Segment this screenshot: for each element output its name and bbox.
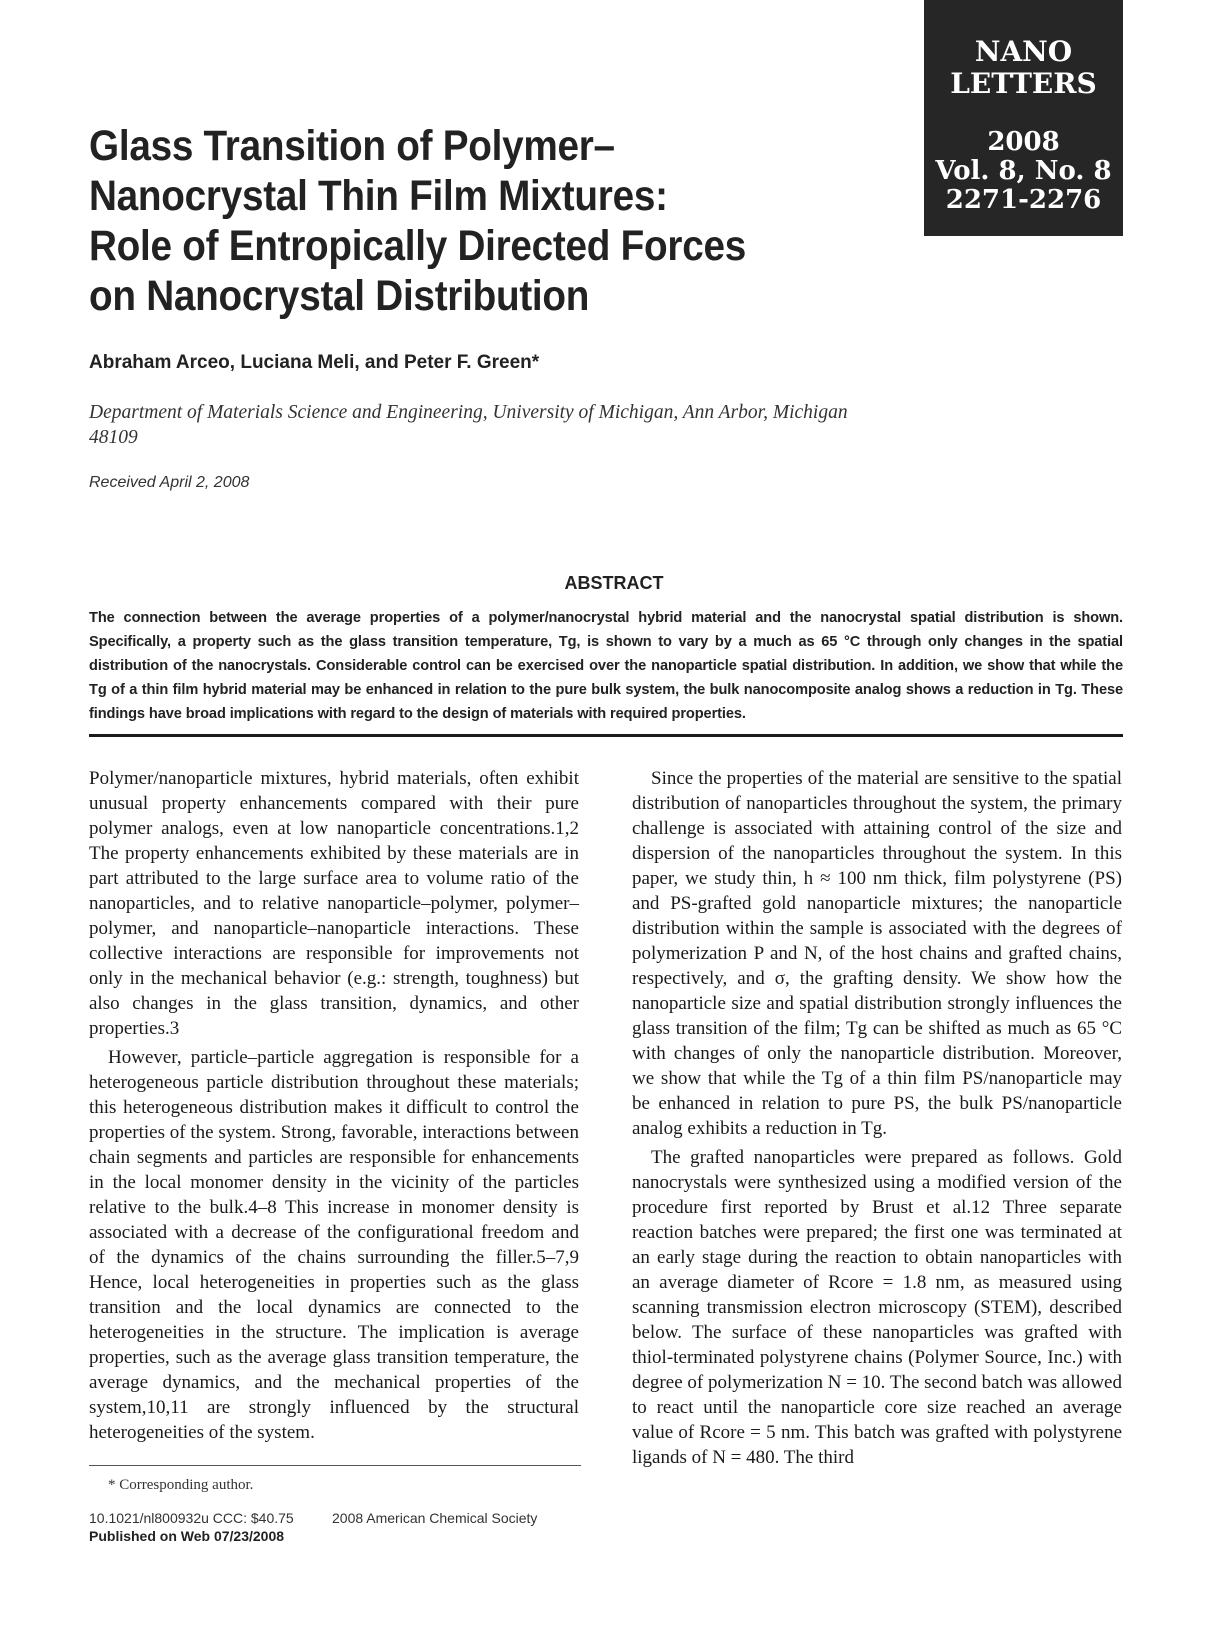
author-list: Abraham Arceo, Luciana Meli, and Peter F. Green*: [89, 352, 540, 373]
article-title: Glass Transition of Polymer–Nanocrystal Thin Film Mixtures: Role of Entropically Directed Forces on Nanocrystal Distribution: [89, 122, 746, 320]
copyright-line: 2008 American Chemical Society: [332, 1510, 538, 1526]
doi-line: 10.1021/nl800932u CCC: $40.75: [89, 1510, 294, 1526]
body-paragraph: Since the properties of the material are sensitive to the spatial distribution of nanoparticles throughout the system, the primary challenge is associated with attaining control of the size and dispersion of the nanoparticles throughout the system. In this paper, we study thin, h ≈ 100 nm thick, film polystyrene (PS) and PS-grafted gold nanoparticle mixtures; the nanoparticle distribution within the sample is associated with the degrees of polymerization P and N, of the host chains and grafted chains, respectively, and σ, the grafting density. We show how the nanoparticle size and spatial distribution strongly influences the glass transition of the film; Tg can be shifted as much as 65 °C with changes of only the nanoparticle distribution. Moreover, we show that while the Tg of a thin film PS/nanoparticle may be enhanced in relation to pure PS, the bulk PS/nanoparticle analog exhibits a reduction in Tg.: [632, 768, 1122, 1139]
journal-badge: [924, 0, 1123, 236]
footnote-divider: [89, 1465, 581, 1466]
journal-name-line1: NANO: [974, 35, 1073, 68]
journal-name-line2: LETTERS: [950, 67, 1097, 100]
journal-volume: Vol. 8, No. 8: [935, 156, 1112, 186]
body-paragraph: Polymer/nanoparticle mixtures, hybrid materials, often exhibit unusual property enhancements compared with their pure polymer analogs, even at low nanoparticle concentrations.1,2 The property enhancements exhibited by these materials are in part attributed to the large surface area to volume ratio of the nanoparticles, and to relative nanoparticle–polymer, polymer–polymer, and nanoparticle–nanoparticle interactions. These collective interactions are responsible for improvements not only in the mechanical behavior (e.g.: strength, toughness) but also changes in the glass transition, dynamics, and other properties.3: [89, 768, 579, 1039]
body-paragraph: The grafted nanoparticles were prepared as follows. Gold nanocrystals were synthesized using a modified version of the procedure first reported by Brust et al.12 Three separate reaction batches were prepared; the first one was terminated at an early stage during the reaction to obtain nanoparticles with an average diameter of Rcore = 1.8 nm, as measured using scanning transmission electron microscopy (STEM), described below. The surface of these nanoparticles was grafted with thiol-terminated polystyrene chains (Polymer Source, Inc.) with degree of polymerization N = 10. The second batch was allowed to react until the nanoparticle core size reached an average value of Rcore = 5 nm. This batch was grafted with polystyrene ligands of N = 480. The third: [632, 1147, 1122, 1468]
corresponding-author-note: * Corresponding author.: [108, 1477, 254, 1493]
journal-name: [924, 36, 1123, 100]
affiliation: Department of Materials Science and Engineering, University of Michigan, Ann Arbor, Michigan 48109: [89, 402, 848, 448]
journal-pages: 2271-2276: [945, 185, 1102, 215]
abstract-text: The connection between the average properties of a polymer/nanocrystal hybrid material and the nanocrystal spatial distribution is shown. Specifically, a property such as the glass transition temperature, Tg, is shown to vary by a much as 65 °C through only changes in the spatial distribution of the nanocrystals. Considerable control can be exercised over the nanoparticle spatial distribution. In addition, we show that while the Tg of a thin film hybrid material may be enhanced in relation to the pure bulk system, the bulk nanocomposite analog shows a reduction in Tg. These findings have broad implications with regard to the design of materials with required properties.: [89, 610, 1123, 722]
journal-year: 2008: [987, 127, 1060, 157]
abstract-heading: ABSTRACT: [564, 573, 664, 593]
body-column-left: [89, 766, 579, 1445]
abstract-divider: [89, 734, 1123, 737]
published-date: Published on Web 07/23/2008: [89, 1528, 285, 1544]
journal-meta: [924, 128, 1123, 215]
received-date: Received April 2, 2008: [89, 474, 250, 491]
body-column-right: [632, 766, 1122, 1470]
body-paragraph: However, particle–particle aggregation is responsible for a heterogeneous particle distribution throughout these materials; this heterogeneous distribution makes it difficult to control the properties of the system. Strong, favorable, interactions between chain segments and particles are responsible for enhancements in the local monomer density in the vicinity of the particles relative to the bulk.4–8 This increase in monomer density is associated with a decrease of the configurational freedom and of the dynamics of the chains surrounding the filler.5–7,9 Hence, local heterogeneities in properties such as the glass transition and the local dynamics are connected to the heterogeneities in the structure. The implication is average properties, such as the average glass transition temperature, the average dynamics, and the mechanical properties of the system,10,11 are strongly influenced by the structural heterogeneities of the system.: [89, 1047, 579, 1443]
